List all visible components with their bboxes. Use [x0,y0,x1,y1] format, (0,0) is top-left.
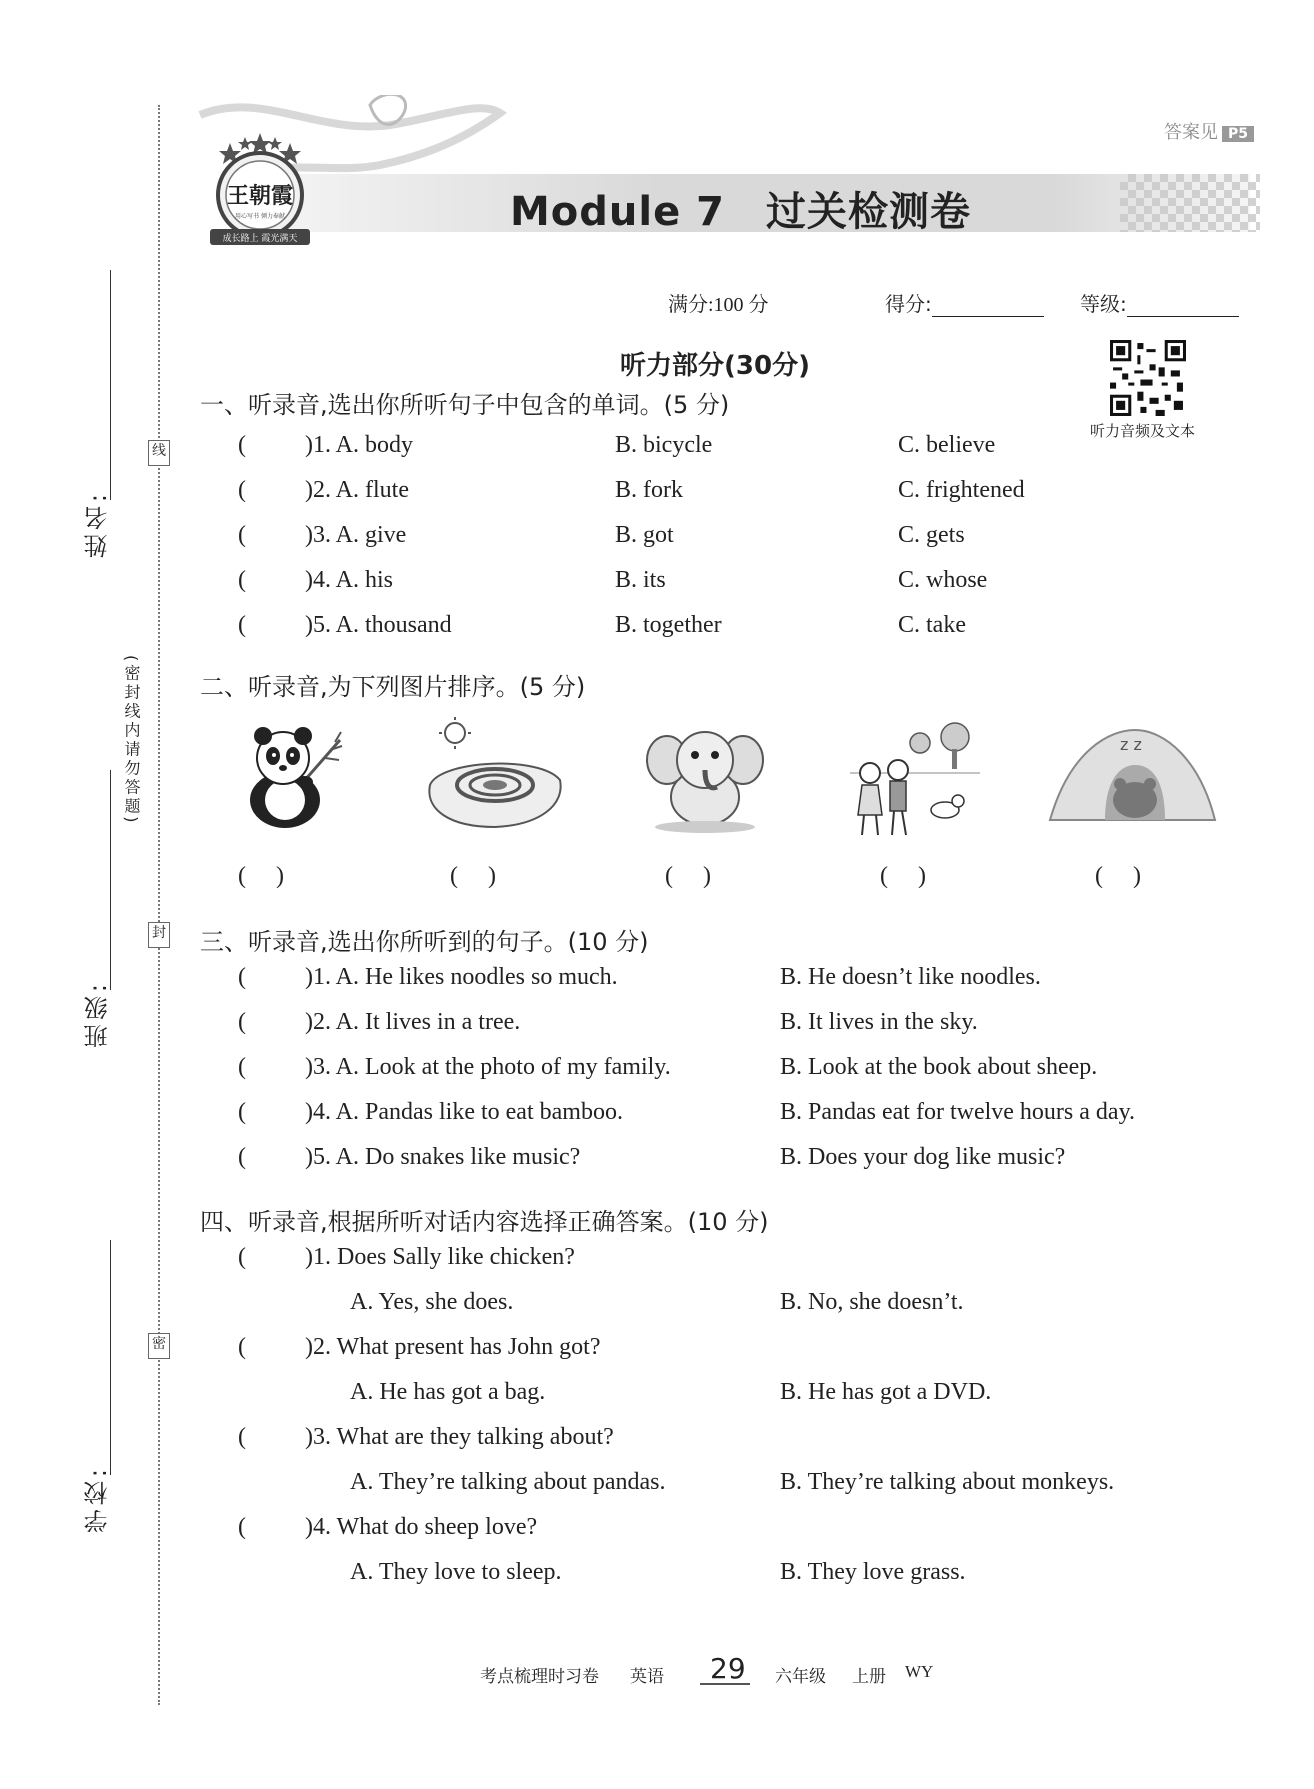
score-blank[interactable] [932,296,1044,317]
page-number: 29 [710,1652,746,1685]
s1-item-3-a: )3. A. give [305,522,407,548]
page-number-underline [700,1683,750,1685]
s4-item-3-b: B. They’re talking about monkeys. [780,1469,1115,1495]
checker-decoration [1120,174,1260,232]
binding-dotted-line [158,105,160,1705]
binding-note: (密封线内请勿答题) [122,655,141,826]
s1-item-4-a: )4. A. his [305,567,394,593]
binding-mark-secret: 密 [148,1333,170,1359]
footer-grade: 六年级 [775,1667,826,1686]
answer-paren[interactable]: ( [238,964,246,990]
s1-item-4-c: C. whose [898,567,988,593]
name-label: 姓名: [84,490,112,559]
s3-item-3-b: B. Look at the book about sheep. [780,1054,1098,1080]
answer-paren-pic-5[interactable]: ( ) [1095,863,1141,889]
answer-paren[interactable]: ( [238,1099,246,1125]
s4-item-3-a: A. They’re talking about pandas. [350,1469,666,1495]
answer-paren[interactable]: ( [238,522,246,548]
qr-code-icon[interactable] [1110,340,1186,416]
grade-label: 等级: [1080,292,1127,316]
s1-item-3-c: C. gets [898,522,965,548]
footer-book-title: 考点梳理时习卷 [480,1667,599,1686]
footer-volume: 上册 [852,1667,886,1686]
footer-subject: 英语 [630,1667,664,1686]
grade-blank[interactable] [1127,296,1239,317]
page-title: Module 7 过关检测卷 [510,189,971,235]
answer-paren[interactable]: ( [238,1424,246,1450]
s3-item-2-b: B. It lives in the sky. [780,1009,978,1035]
s1-item-5-c: C. take [898,612,966,638]
name-fill-line[interactable] [110,270,111,500]
answer-reference [1164,118,1254,144]
answer-paren-pic-1[interactable]: ( ) [238,863,284,889]
class-label: 班级: [84,980,112,1049]
s1-item-4-b: B. its [615,567,666,593]
s1-item-2-c: C. frightened [898,477,1025,503]
logo-banner: 成长路上 霞光满天 [222,234,298,244]
s4-item-2-a: A. He has got a bag. [350,1379,546,1405]
score-field[interactable] [885,288,1044,317]
answer-ref-label: 答案见 [1163,122,1218,143]
s1-item-1-b: B. bicycle [615,432,713,458]
section-1-title: 一、听录音,选出你所听句子中包含的单词。(5 分) [200,391,730,419]
s3-item-4-b: B. Pandas eat for twelve hours a day. [780,1099,1136,1125]
s1-item-2-a: )2. A. flute [305,477,409,503]
answer-paren[interactable]: ( [238,567,246,593]
answer-paren-pic-4[interactable]: ( ) [880,863,926,889]
answer-page-badge: P5 [1222,126,1254,142]
answer-paren[interactable]: ( [238,1144,246,1170]
s1-item-1-a: )1. A. body [305,432,413,458]
s1-item-1-c: C. believe [898,432,996,458]
s4-item-4-a: A. They love to sleep. [350,1559,562,1585]
binding-mark-seal: 封 [148,922,170,948]
logo-name: 王朝霞 [226,183,294,209]
s4-item-1-question: )1. Does Sally like chicken? [305,1244,575,1270]
part-title: 听力部分(30分) [620,351,810,381]
answer-paren[interactable]: ( [238,1514,246,1540]
school-label: 学校: [84,1465,112,1534]
s4-item-3-question: )3. What are they talking about? [305,1424,614,1450]
s1-item-3-b: B. got [615,522,674,548]
answer-paren[interactable]: ( [238,1334,246,1360]
s4-item-1-a: A. Yes, she does. [350,1289,514,1315]
binding-mark-line: 线 [148,440,170,466]
section-4-title: 四、听录音,根据所听对话内容选择正确答案。(10 分) [200,1208,769,1236]
s1-item-2-b: B. fork [615,477,683,503]
children-picture [840,715,980,840]
answer-paren-pic-3[interactable]: ( ) [665,863,711,889]
section-2-title: 二、听录音,为下列图片排序。(5 分) [200,673,586,701]
bear-cave-picture [1040,720,1220,830]
s4-item-4-question: )4. What do sheep love? [305,1514,538,1540]
class-fill-line[interactable] [110,770,111,990]
snake-picture [420,715,570,835]
qr-caption: 听力音频及文本 [1090,424,1196,440]
answer-paren-pic-2[interactable]: ( ) [450,863,496,889]
s4-item-2-b: B. He has got a DVD. [780,1379,992,1405]
answer-paren[interactable]: ( [238,1244,246,1270]
s3-item-1-b: B. He doesn’t like noodles. [780,964,1041,990]
s3-item-3-a: )3. A. Look at the photo of my family. [305,1054,671,1080]
s3-item-5-b: B. Does your dog like music? [780,1144,1066,1170]
publisher-logo [200,125,320,255]
footer-edition: WY [905,1662,934,1681]
s3-item-1-a: )1. A. He likes noodles so much. [305,964,618,990]
answer-paren[interactable]: ( [238,432,246,458]
school-fill-line[interactable] [110,1240,111,1475]
svg-text:z z: z z [1120,735,1142,754]
s4-item-2-question: )2. What present has John got? [305,1334,601,1360]
s1-item-5-a: )5. A. thousand [305,612,452,638]
s1-item-5-b: B. together [615,612,722,638]
answer-paren[interactable]: ( [238,1054,246,1080]
grade-field[interactable] [1080,288,1239,317]
answer-paren[interactable]: ( [238,612,246,638]
s4-item-1-b: B. No, she doesn’t. [780,1289,964,1315]
s4-item-4-b: B. They love grass. [780,1559,966,1585]
section-3-title: 三、听录音,选出你所听到的句子。(10 分) [200,928,649,956]
answer-paren[interactable]: ( [238,1009,246,1035]
s3-item-4-a: )4. A. Pandas like to eat bamboo. [305,1099,623,1125]
s3-item-2-a: )2. A. It lives in a tree. [305,1009,521,1035]
full-marks: 满分:100 分 [668,294,769,316]
s3-item-5-a: )5. A. Do snakes like music? [305,1144,581,1170]
panda-picture [235,720,355,830]
elephant-picture [645,715,765,835]
logo-tagline: 用心写书 倾力奉献 [235,213,285,220]
answer-paren[interactable]: ( [238,477,246,503]
score-label: 得分: [885,292,932,316]
